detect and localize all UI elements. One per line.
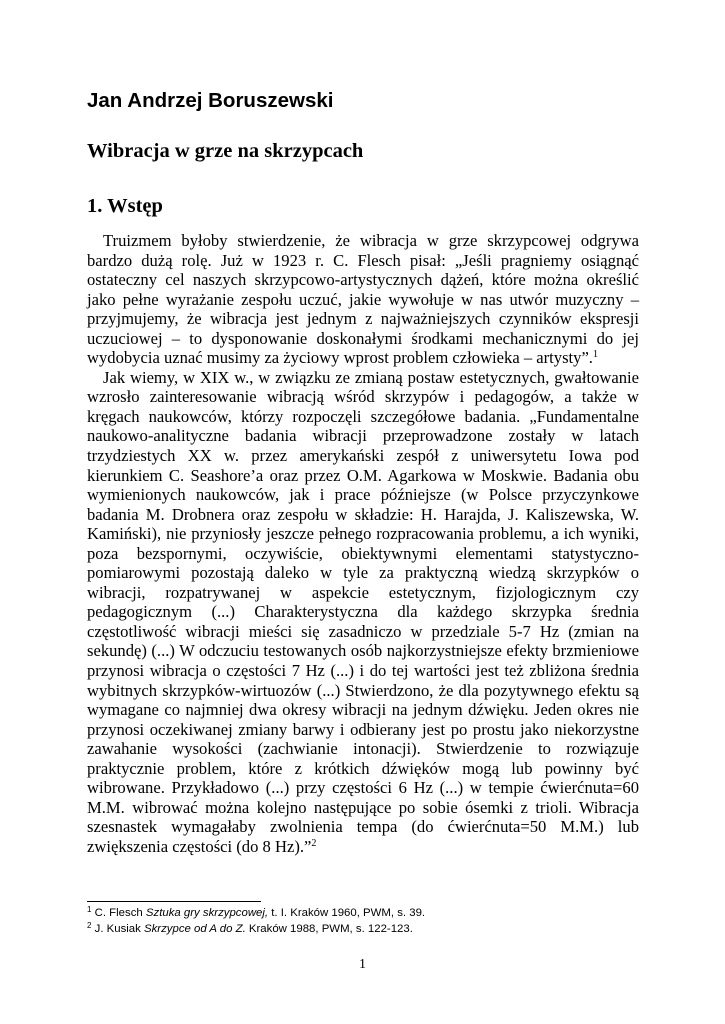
footnote-text: C. Flesch [94, 907, 146, 919]
footnote-ref-2: 2 [311, 837, 317, 849]
footnote-ref-1: 1 [592, 349, 598, 361]
footnote-text: Kraków 1988, PWM, s. 122-123. [245, 922, 413, 935]
footnote-text: J. Kusiak [94, 922, 145, 935]
paragraph-1-text: Truizmem byłoby stwierdzenie, że wibracja w grze skrzypcowej odgrywa bardzo dużą rolę. Już w 1923 r. C. Flesch pisał: „Jeśli pragniemy osiągnąć ostateczny cel naszych skrzypcowo-artystycznych dążeń, które można określić jako pełne wyrażanie zespołu uczuć, jakie wywołuje w nas utwór muzyczny – przyjmujemy, że wibracja jest jednym z najważniejszych czynników ekspresji uczuciowej – to dysponowanie doskonałymi środkami mechanicznymi do jej wydobycia uznać musimy za życiowy wprost problem człowieka – artysty”. [87, 231, 639, 368]
footnote-divider [87, 901, 261, 902]
footnote-1 [87, 906, 647, 922]
author-name: Jan Andrzej Boruszewski [87, 89, 334, 112]
paragraph-2-text: Jak wiemy, w XIX w., w związku ze zmianą postaw estetycznych, gwałtowanie wzrosło zainteresowanie wibracją wśród skrzypów i pedagogów, a także w kręgach naukowców, którzy rozpoczęli szczegółowe badania. „Fundamentalne naukowo-analityczne badania wibracji przeprowadzone zostały w latach trzydziestych XX w. przez amerykański zespół z uniwersytetu Iowa pod kierunkiem C. Seashore’a oraz przez O.M. Agarkowa w Moskwie. Badania obu wymienionych naukowców, jak i prace późniejsze (w Polsce przyczynkowe badania M. Drobnera oraz zespołu w składzie: H. Harajda, J. Kaliszewska, W. Kamiński), nie przyniosły jeszcze pełnego rozpracowania problemu, a ich wyniki, poza bezspornymi, oczywiście, obiektywnymi elementami statystyczno-pomiarowymi pozostają daleko w tyle za praktyczną wiedzą skrzypków o wibracji, rozpatrywanej w aspekcie estetycznym, fizjologicznym czy pedagogicznym (...) Charakterystyczna dla każdego skrzypka średnia częstotliwość wibracji mieści się zasadniczo w przedziale 5-7 Hz (zmian na sekundę) (...) W odczuciu testowanych osób najkorzystniejsze efekty brzmieniowe przynosi wibracja o częstości 7 Hz (...) i do tej wartości jest też zbliżona średnia wybitnych skrzypków-wirtuozów (...) Stwierdzono, że dla pozytywnego efektu są wymagane co najmniej dwa okresy wibracji na jednym dźwięku. Jeden okres nie przynosi oczekiwanej zmiany barwy i odbierany jest po prostu jako niekorzystne zawahanie wysokości (zachwianie intonacji). Stwierdzenie to rozwiązuje praktycznie problem, które z krótkich dźwięków mogą lub powinny być wibrowane. Przykładowo (...) przy częstości 6 Hz (...) w tempie ćwierćnuta=60 M.M. wibrować można kolejno następujące po sobie ósemki z trioli. Wibracja szesnastek wymagałaby zwolnienia tempa (do ćwierćnuta=50 M.M.) lub zwiększenia częstości (do 8 Hz).” [87, 367, 639, 856]
paper-title: Wibracja w grze na skrzypcach [87, 140, 364, 162]
footnote-text: t. I. Kraków 1960, PWM, s. 39. [268, 907, 426, 919]
body-text [87, 231, 639, 857]
footnote-number: 2 [87, 920, 92, 930]
section-heading: 1. Wstęp [87, 195, 163, 217]
paragraph-1 [87, 231, 639, 368]
footnotes [87, 906, 647, 937]
page-number: 1 [359, 957, 366, 972]
paragraph-2 [87, 368, 639, 857]
footnote-number: 1 [87, 905, 92, 914]
footnote-book-title: Sztuka gry skrzypcowej, [145, 907, 269, 919]
footnote-book-title: Skrzypce od A do Z. [144, 922, 246, 935]
footnote-2 [87, 922, 647, 938]
